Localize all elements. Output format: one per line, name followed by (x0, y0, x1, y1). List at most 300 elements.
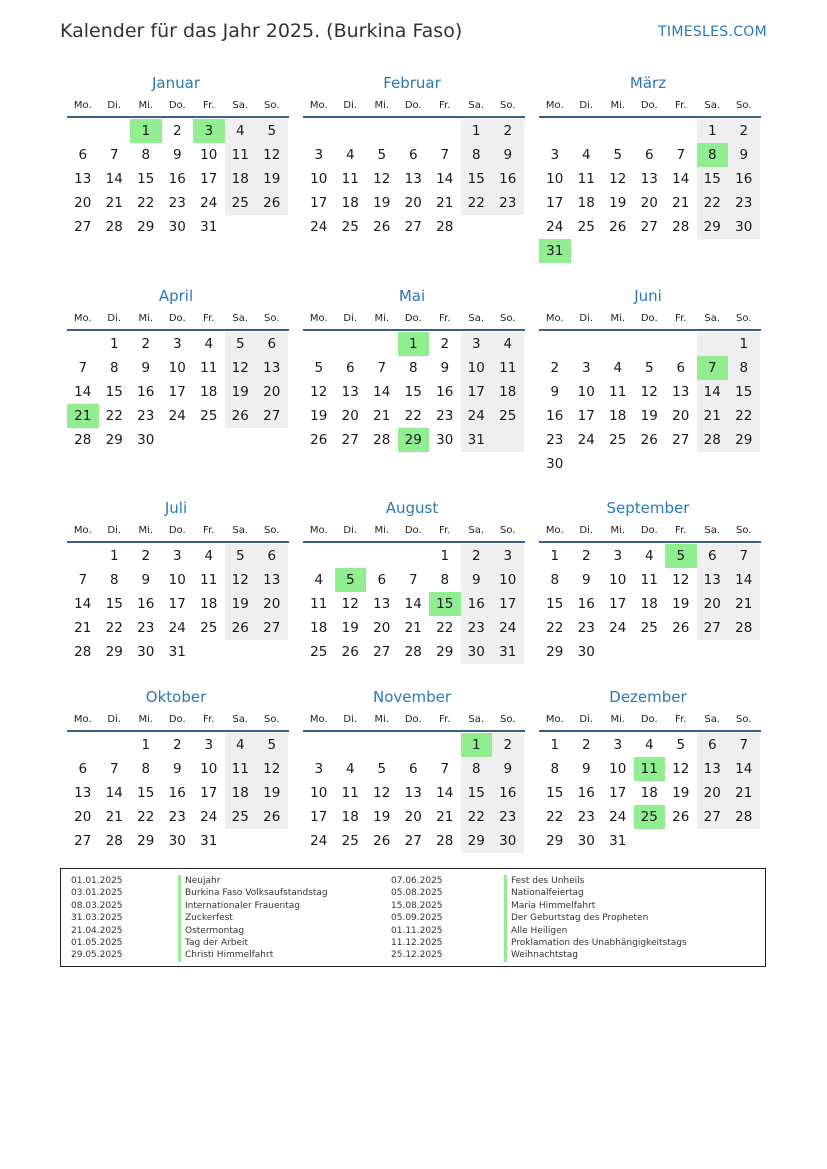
day-cell: 26 (225, 404, 257, 428)
day-cell: 27 (697, 805, 729, 829)
day-grid (67, 119, 289, 239)
weekday-label: Mi. (138, 312, 154, 324)
holiday-legend (60, 868, 766, 967)
day-cell: 22 (105, 620, 123, 636)
day-cell: 3 (172, 336, 182, 352)
weekday-label: Fr. (675, 524, 687, 536)
day-cell: 11 (200, 360, 218, 376)
day-cell: 1 (550, 737, 560, 753)
day-cell: 19 (341, 620, 359, 636)
weekday-label: Do. (640, 312, 658, 324)
day-cell: 16 (137, 596, 155, 612)
day-cell: 20 (74, 195, 92, 211)
day-cell: 30 (137, 644, 155, 660)
legend-dates-col2 (391, 875, 443, 962)
weekday-label: So. (264, 524, 280, 536)
day-cell: 25 (341, 219, 359, 235)
day-cell: 27 (697, 616, 729, 640)
day-cell: 14 (728, 757, 760, 781)
day-cell: 10 (492, 568, 524, 592)
day-cell: 26 (373, 833, 391, 849)
day-cell: 6 (78, 147, 88, 163)
legend-date: 29.05.2025 (71, 950, 123, 961)
holiday-day: 1 (461, 733, 493, 757)
day-cell: 11 (310, 596, 328, 612)
empty-cell (634, 452, 666, 476)
day-cell: 9 (550, 384, 560, 400)
day-cell: 5 (613, 147, 623, 163)
weekday-header (67, 307, 289, 331)
day-cell: 26 (672, 809, 690, 825)
day-grid (539, 332, 761, 476)
day-cell: 11 (200, 572, 218, 588)
day-cell: 13 (697, 757, 729, 781)
weekday-label: Do. (168, 524, 186, 536)
holiday-day: 5 (665, 544, 697, 568)
month-name: Oktober (145, 688, 207, 706)
day-cell: 2 (581, 548, 591, 564)
day-cell: 2 (581, 737, 591, 753)
legend-date: 25.12.2025 (391, 950, 443, 961)
empty-cell (634, 640, 666, 664)
weekday-label: Fr. (439, 713, 451, 725)
day-cell: 2 (172, 123, 182, 139)
month-name: Februar (383, 74, 441, 92)
day-cell: 28 (728, 616, 760, 640)
weekday-label: Mi. (610, 524, 626, 536)
day-cell: 7 (408, 572, 418, 588)
day-cell: 14 (672, 171, 690, 187)
legend-date: 05.09.2025 (391, 913, 443, 924)
day-cell: 27 (74, 219, 92, 235)
day-cell: 23 (577, 809, 595, 825)
day-cell: 24 (168, 408, 186, 424)
day-cell: 19 (256, 167, 288, 191)
day-cell: 21 (105, 809, 123, 825)
day-cell: 26 (256, 191, 288, 215)
day-cell: 30 (577, 644, 595, 660)
day-cell: 17 (577, 408, 595, 424)
day-cell: 26 (640, 432, 658, 448)
day-cell: 27 (672, 432, 690, 448)
day-cell: 4 (225, 119, 257, 143)
empty-cell (193, 428, 225, 452)
empty-cell (539, 332, 571, 356)
day-cell: 24 (310, 833, 328, 849)
day-cell: 28 (436, 833, 454, 849)
day-cell: 16 (137, 384, 155, 400)
day-cell: 19 (609, 195, 627, 211)
empty-cell (162, 428, 194, 452)
empty-cell (398, 733, 430, 757)
day-cell: 28 (105, 833, 123, 849)
day-cell: 19 (256, 781, 288, 805)
empty-cell (256, 428, 288, 452)
day-cell: 15 (137, 171, 155, 187)
day-cell: 6 (408, 147, 418, 163)
legend-holiday-name: Maria Himmelfahrt (504, 900, 687, 912)
month-3 (67, 285, 289, 452)
day-cell: 15 (461, 781, 493, 805)
page-title: Kalender für das Jahr 2025. (Burkina Faso) (60, 20, 463, 42)
weekday-label: Fr. (203, 312, 215, 324)
weekday-label: Do. (404, 99, 422, 111)
day-cell: 2 (728, 119, 760, 143)
day-cell: 20 (341, 408, 359, 424)
day-cell: 17 (168, 384, 186, 400)
day-cell: 22 (105, 408, 123, 424)
day-cell: 25 (341, 833, 359, 849)
day-cell: 23 (137, 408, 155, 424)
day-cell: 10 (546, 171, 564, 187)
day-cell: 16 (728, 167, 760, 191)
weekday-header (67, 708, 289, 732)
empty-cell (67, 119, 99, 143)
weekday-label: So. (736, 312, 752, 324)
weekday-label: Sa. (468, 524, 485, 536)
empty-cell (728, 452, 760, 476)
weekday-label: Di. (579, 99, 594, 111)
weekday-label: Mo. (545, 99, 564, 111)
day-cell: 9 (172, 761, 182, 777)
weekday-label: So. (500, 713, 516, 725)
holiday-day: 29 (398, 428, 430, 452)
day-cell: 22 (404, 408, 422, 424)
day-cell: 17 (609, 785, 627, 801)
day-grid (539, 119, 761, 263)
day-cell: 25 (310, 644, 328, 660)
day-cell: 11 (225, 757, 257, 781)
day-cell: 6 (345, 360, 355, 376)
empty-cell (398, 544, 430, 568)
day-cell: 7 (728, 544, 760, 568)
day-cell: 3 (461, 332, 493, 356)
day-cell: 14 (105, 171, 123, 187)
month-name: September (606, 499, 690, 517)
day-cell: 28 (105, 219, 123, 235)
day-cell: 13 (697, 568, 729, 592)
weekday-header (539, 708, 761, 732)
day-cell: 25 (225, 805, 257, 829)
day-cell: 1 (440, 548, 450, 564)
day-cell: 18 (341, 195, 359, 211)
day-cell: 4 (204, 336, 214, 352)
day-cell: 27 (256, 616, 288, 640)
legend-holiday-name: Tag der Arbeit (178, 937, 328, 949)
day-cell: 24 (609, 620, 627, 636)
day-cell: 29 (105, 432, 123, 448)
day-cell: 8 (408, 360, 418, 376)
day-cell: 26 (310, 432, 328, 448)
day-cell: 1 (461, 119, 493, 143)
weekday-label: Do. (640, 99, 658, 111)
day-cell: 20 (404, 809, 422, 825)
day-cell: 16 (436, 384, 454, 400)
day-cell: 13 (672, 384, 690, 400)
legend-holiday-name: Alle Heiligen (504, 925, 687, 937)
empty-cell (602, 640, 634, 664)
day-cell: 8 (109, 360, 119, 376)
day-cell: 4 (644, 548, 654, 564)
day-cell: 7 (78, 360, 88, 376)
day-cell: 12 (373, 785, 391, 801)
day-cell: 28 (436, 219, 454, 235)
day-cell: 25 (609, 432, 627, 448)
day-cell: 1 (141, 737, 151, 753)
day-cell: 28 (728, 805, 760, 829)
day-cell: 1 (697, 119, 729, 143)
weekday-label: Mo. (73, 713, 92, 725)
day-cell: 20 (697, 592, 729, 616)
day-cell: 10 (461, 356, 493, 380)
day-cell: 28 (404, 644, 422, 660)
day-cell: 17 (310, 809, 328, 825)
day-grid (303, 119, 525, 239)
weekday-label: Do. (404, 312, 422, 324)
day-cell: 9 (461, 568, 493, 592)
day-cell: 27 (404, 219, 422, 235)
day-grid (67, 544, 289, 664)
month-name: Juli (164, 499, 188, 517)
day-cell: 27 (373, 644, 391, 660)
day-cell: 18 (640, 785, 658, 801)
day-cell: 5 (256, 733, 288, 757)
day-cell: 7 (377, 360, 387, 376)
empty-cell (366, 733, 398, 757)
weekday-label: Mi. (610, 99, 626, 111)
day-cell: 11 (341, 171, 359, 187)
day-cell: 11 (640, 572, 658, 588)
day-cell: 24 (461, 404, 493, 428)
empty-cell (67, 733, 99, 757)
weekday-label: Di. (343, 713, 358, 725)
day-cell: 11 (341, 785, 359, 801)
day-cell: 6 (697, 733, 729, 757)
day-cell: 14 (436, 785, 454, 801)
empty-cell (634, 119, 666, 143)
day-cell: 16 (168, 785, 186, 801)
day-cell: 18 (640, 596, 658, 612)
empty-cell (335, 733, 367, 757)
day-cell: 26 (341, 644, 359, 660)
day-cell: 15 (137, 785, 155, 801)
weekday-label: Mi. (374, 713, 390, 725)
empty-cell (728, 829, 760, 853)
day-cell: 30 (168, 833, 186, 849)
day-cell: 6 (676, 360, 686, 376)
day-cell: 17 (546, 195, 564, 211)
weekday-label: Fr. (439, 99, 451, 111)
weekday-label: Mi. (138, 524, 154, 536)
day-cell: 8 (550, 761, 560, 777)
day-cell: 15 (697, 167, 729, 191)
weekday-label: So. (500, 312, 516, 324)
weekday-label: Sa. (232, 99, 249, 111)
legend-date: 31.03.2025 (71, 913, 123, 924)
brand-link[interactable]: TIMESLES.COM (658, 24, 767, 40)
empty-cell (99, 119, 131, 143)
weekday-label: So. (264, 312, 280, 324)
holiday-day: 7 (697, 356, 729, 380)
weekday-header (539, 307, 761, 331)
day-cell: 13 (373, 596, 391, 612)
day-cell: 21 (672, 195, 690, 211)
day-cell: 15 (105, 384, 123, 400)
day-grid (303, 733, 525, 853)
empty-cell (429, 733, 461, 757)
day-cell: 6 (644, 147, 654, 163)
day-cell: 24 (609, 809, 627, 825)
weekday-label: Sa. (468, 713, 485, 725)
day-cell: 28 (672, 219, 690, 235)
weekday-label: Sa. (468, 312, 485, 324)
legend-date: 07.06.2025 (391, 876, 443, 886)
weekday-label: Sa. (232, 312, 249, 324)
legend-names-col1 (178, 875, 328, 962)
empty-cell (398, 119, 430, 143)
day-cell: 31 (609, 833, 627, 849)
empty-cell (728, 640, 760, 664)
day-cell: 26 (225, 616, 257, 640)
day-cell: 14 (436, 171, 454, 187)
day-cell: 24 (200, 195, 218, 211)
month-0 (67, 72, 289, 239)
month-2 (539, 72, 761, 263)
month-4 (303, 285, 525, 452)
day-cell: 12 (640, 384, 658, 400)
day-cell: 12 (672, 761, 690, 777)
day-cell: 9 (492, 143, 524, 167)
weekday-label: Mo. (545, 524, 564, 536)
day-cell: 10 (609, 572, 627, 588)
empty-cell (225, 428, 257, 452)
day-cell: 29 (461, 829, 493, 853)
day-cell: 23 (492, 805, 524, 829)
weekday-label: Fr. (675, 713, 687, 725)
day-cell: 3 (172, 548, 182, 564)
day-cell: 10 (168, 572, 186, 588)
holiday-day: 1 (398, 332, 430, 356)
weekday-label: Do. (404, 524, 422, 536)
weekday-label: Fr. (439, 312, 451, 324)
empty-cell (697, 829, 729, 853)
day-cell: 8 (728, 356, 760, 380)
month-name: November (372, 688, 452, 706)
legend-date: 15.08.2025 (391, 900, 443, 911)
day-cell: 4 (345, 761, 355, 777)
empty-cell (665, 640, 697, 664)
day-cell: 23 (461, 616, 493, 640)
weekday-label: So. (264, 99, 280, 111)
empty-cell (539, 119, 571, 143)
day-cell: 18 (609, 408, 627, 424)
legend-date: 21.04.2025 (71, 925, 123, 936)
day-cell: 27 (256, 404, 288, 428)
day-cell: 26 (609, 219, 627, 235)
weekday-label: Sa. (704, 99, 721, 111)
day-cell: 5 (644, 360, 654, 376)
day-cell: 12 (225, 568, 257, 592)
day-cell: 24 (546, 219, 564, 235)
day-cell: 24 (200, 809, 218, 825)
legend-date: 01.01.2025 (71, 876, 123, 886)
weekday-label: Mi. (138, 99, 154, 111)
day-cell: 5 (314, 360, 324, 376)
day-grid (539, 544, 761, 664)
month-5 (539, 285, 761, 476)
empty-cell (335, 332, 367, 356)
day-cell: 25 (200, 408, 218, 424)
weekday-label: Mi. (374, 99, 390, 111)
day-cell: 29 (697, 215, 729, 239)
day-cell: 8 (461, 143, 493, 167)
legend-holiday-name: Ostermontag (178, 925, 328, 937)
day-cell: 23 (546, 432, 564, 448)
day-cell: 4 (314, 572, 324, 588)
day-cell: 8 (440, 572, 450, 588)
day-cell: 18 (341, 809, 359, 825)
day-cell: 20 (404, 195, 422, 211)
empty-cell (303, 332, 335, 356)
day-cell: 24 (168, 620, 186, 636)
day-cell: 16 (492, 781, 524, 805)
day-cell: 9 (581, 572, 591, 588)
empty-cell (602, 332, 634, 356)
weekday-header (67, 519, 289, 543)
empty-cell (665, 239, 697, 263)
legend-date: 01.05.2025 (71, 937, 123, 948)
empty-cell (256, 640, 288, 664)
day-cell: 19 (640, 408, 658, 424)
day-cell: 7 (676, 147, 686, 163)
empty-cell (571, 119, 603, 143)
weekday-label: So. (500, 99, 516, 111)
legend-dates-col1 (71, 875, 123, 962)
weekday-label: Mi. (138, 713, 154, 725)
day-cell: 12 (256, 143, 288, 167)
weekday-label: Do. (640, 713, 658, 725)
weekday-label: Mo. (309, 99, 328, 111)
day-cell: 17 (310, 195, 328, 211)
day-cell: 5 (676, 737, 686, 753)
day-cell: 5 (225, 544, 257, 568)
holiday-day: 15 (429, 592, 461, 616)
day-cell: 26 (672, 620, 690, 636)
month-name: Dezember (609, 688, 687, 706)
day-cell: 15 (728, 380, 760, 404)
day-cell: 12 (225, 356, 257, 380)
day-cell: 25 (640, 620, 658, 636)
month-8 (539, 497, 761, 664)
empty-cell (335, 119, 367, 143)
day-cell: 31 (200, 219, 218, 235)
day-cell: 3 (550, 147, 560, 163)
month-7 (303, 497, 525, 664)
weekday-label: Mo. (73, 99, 92, 111)
day-cell: 2 (172, 737, 182, 753)
day-cell: 7 (109, 147, 119, 163)
day-cell: 2 (550, 360, 560, 376)
weekday-header (539, 519, 761, 543)
day-cell: 22 (137, 195, 155, 211)
day-cell: 18 (310, 620, 328, 636)
day-cell: 31 (492, 640, 524, 664)
day-cell: 1 (109, 336, 119, 352)
empty-cell (303, 544, 335, 568)
day-cell: 27 (640, 219, 658, 235)
day-cell: 25 (492, 404, 524, 428)
day-cell: 20 (256, 380, 288, 404)
